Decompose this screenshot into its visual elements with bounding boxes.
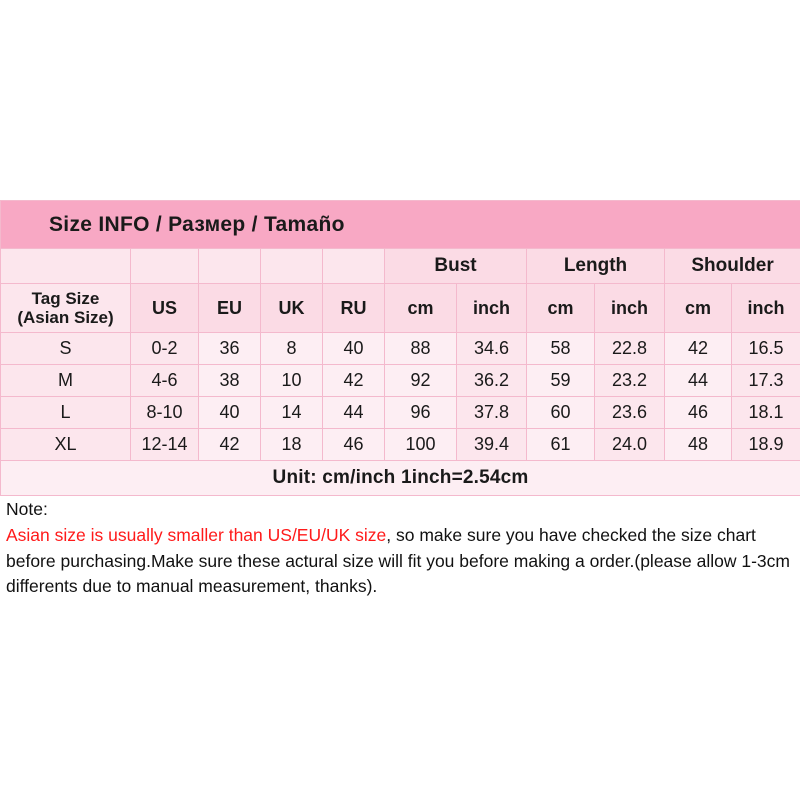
cell-shoulder-inch: 18.1 (732, 397, 800, 429)
cell-length-inch: 23.6 (595, 397, 665, 429)
cell-length-inch: 24.0 (595, 429, 665, 461)
note-heading: Note: (6, 499, 48, 519)
cell-ru: 42 (323, 365, 385, 397)
group-header-row (1, 249, 800, 284)
table-row (1, 333, 800, 365)
cell-uk: 18 (261, 429, 323, 461)
size-chart-table-wrapper (0, 200, 800, 496)
table-title-row (1, 201, 800, 249)
cell-ru: 46 (323, 429, 385, 461)
cell-tag-size: L (1, 397, 131, 429)
cell-tag-size: XL (1, 429, 131, 461)
cell-bust-inch: 34.6 (457, 333, 527, 365)
cell-eu: 36 (199, 333, 261, 365)
cell-length-cm: 58 (527, 333, 595, 365)
cell-us: 8-10 (131, 397, 199, 429)
table-title: Size INFO / Размер / Tamaño (1, 201, 800, 249)
cell-bust-inch: 39.4 (457, 429, 527, 461)
column-header-uk: UK (261, 284, 323, 333)
group-header-empty-uk (261, 249, 323, 284)
column-header-bust-cm: cm (385, 284, 457, 333)
cell-bust-cm: 92 (385, 365, 457, 397)
column-header-length-inch: inch (595, 284, 665, 333)
cell-shoulder-inch: 17.3 (732, 365, 800, 397)
column-header-eu: EU (199, 284, 261, 333)
cell-length-inch: 22.8 (595, 333, 665, 365)
column-header-ru: RU (323, 284, 385, 333)
cell-tag-size: S (1, 333, 131, 365)
cell-eu: 38 (199, 365, 261, 397)
size-chart-table (0, 200, 800, 496)
cell-eu: 40 (199, 397, 261, 429)
note-red-text: Asian size is usually smaller than US/EU/UK size (6, 525, 387, 546)
cell-shoulder-inch: 16.5 (732, 333, 800, 365)
cell-uk: 10 (261, 365, 323, 397)
note-block (0, 491, 800, 600)
table-row (1, 429, 800, 461)
group-header-empty-ru (323, 249, 385, 284)
tag-size-line2: (Asian Size) (17, 308, 114, 327)
cell-tag-size: M (1, 365, 131, 397)
cell-us: 0-2 (131, 333, 199, 365)
note-body (6, 523, 794, 599)
group-header-length: Length (527, 249, 665, 284)
group-header-empty-tag (1, 249, 131, 284)
column-header-tag-size (1, 284, 131, 333)
cell-shoulder-cm: 48 (665, 429, 732, 461)
sub-header-row (1, 284, 800, 333)
note-rest-text: , so make sure you have checked the size chart before purchasing.Make sure these actural size will fit you before making a order.(please allow 1-3cm differents due to manual measurement, thanks). (6, 525, 790, 597)
column-header-length-cm: cm (527, 284, 595, 333)
column-header-bust-inch: inch (457, 284, 527, 333)
cell-shoulder-cm: 42 (665, 333, 732, 365)
cell-shoulder-cm: 46 (665, 397, 732, 429)
group-header-empty-eu (199, 249, 261, 284)
cell-uk: 14 (261, 397, 323, 429)
group-header-shoulder: Shoulder (665, 249, 800, 284)
column-header-us: US (131, 284, 199, 333)
unit-note: Unit: cm/inch 1inch=2.54cm (1, 461, 800, 496)
cell-bust-cm: 88 (385, 333, 457, 365)
cell-bust-inch: 37.8 (457, 397, 527, 429)
tag-size-line1: Tag Size (31, 288, 100, 308)
column-header-shoulder-inch: inch (732, 284, 800, 333)
table-row (1, 397, 800, 429)
group-header-empty-us (131, 249, 199, 284)
cell-bust-cm: 96 (385, 397, 457, 429)
table-row (1, 365, 800, 397)
group-header-bust: Bust (385, 249, 527, 284)
cell-length-cm: 60 (527, 397, 595, 429)
cell-ru: 44 (323, 397, 385, 429)
cell-length-cm: 61 (527, 429, 595, 461)
cell-shoulder-cm: 44 (665, 365, 732, 397)
cell-us: 4-6 (131, 365, 199, 397)
column-header-shoulder-cm: cm (665, 284, 732, 333)
cell-shoulder-inch: 18.9 (732, 429, 800, 461)
cell-bust-cm: 100 (385, 429, 457, 461)
cell-ru: 40 (323, 333, 385, 365)
cell-uk: 8 (261, 333, 323, 365)
cell-eu: 42 (199, 429, 261, 461)
cell-length-cm: 59 (527, 365, 595, 397)
cell-bust-inch: 36.2 (457, 365, 527, 397)
cell-length-inch: 23.2 (595, 365, 665, 397)
cell-us: 12-14 (131, 429, 199, 461)
